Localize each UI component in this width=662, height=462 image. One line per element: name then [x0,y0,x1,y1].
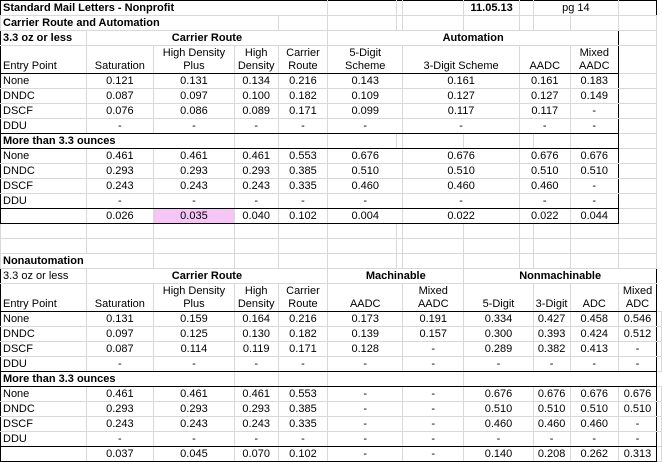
rate-cell: 0.460 [464,417,533,432]
rate-cell: 0.676 [328,149,403,164]
entry-point-label: DNDC [1,327,87,342]
column-header: Mixed AADC [570,46,619,74]
rate-cell: - [570,104,619,119]
empty-cell [619,164,657,179]
rate-cell: 0.128 [328,342,403,357]
rate-cell: 0.040 [234,209,278,224]
entry-point-label [1,447,87,462]
empty-cell [657,342,662,357]
entry-point-label: DDU [1,194,87,209]
empty-cell [1,224,87,239]
empty-cell [657,312,662,327]
column-header: AADC [328,284,403,312]
rate-cell: 0.070 [234,447,278,462]
rate-cell: - [234,194,278,209]
rate-cell: - [278,119,328,134]
rate-cell: - [403,432,464,447]
rate-cell: 0.413 [570,342,619,357]
rate-cell: 0.385 [278,164,328,179]
rate-cell: 0.393 [533,327,570,342]
rate-cell: - [619,417,657,432]
empty-cell [619,1,657,16]
rate-cell: 0.293 [234,164,278,179]
empty-cell [519,134,533,149]
rate-cell: 0.510 [570,402,619,417]
empty-cell [657,387,662,402]
rate-cell: 0.676 [464,387,533,402]
rate-cell: 0.109 [328,89,403,104]
rate-cell: - [570,357,619,372]
rate-cell: - [328,402,403,417]
empty-cell [328,224,397,239]
rate-cell: 0.131 [154,74,235,89]
rate-cell: 0.512 [619,327,657,342]
rate-cell: 0.143 [328,74,403,89]
rate-cell: 0.293 [86,402,154,417]
rate-cell: - [403,447,464,462]
rate-cell: 0.208 [533,447,570,462]
rate-cell: 0.510 [533,402,570,417]
rate-cell: 0.510 [519,164,570,179]
empty-cell [86,224,154,239]
empty-cell [570,224,619,239]
rate-cell: - [570,119,619,134]
rate-cell: - [86,432,154,447]
rate-cell: 0.510 [570,164,619,179]
column-header: 3-Digit Scheme [403,46,520,74]
rate-cell: 0.182 [278,327,328,342]
rate-cell: 0.676 [533,387,570,402]
entry-point-label [1,209,87,224]
entry-point-label: None [1,149,87,164]
empty-cell [234,134,278,149]
rate-cell: 0.102 [278,209,328,224]
empty-cell [619,209,657,224]
empty-cell [619,254,657,269]
entry-point-label: None [1,74,87,89]
rate-cell: - [86,194,154,209]
rate-cell: 0.553 [278,387,328,402]
rate-cell: - [403,417,464,432]
empty-cell [234,224,278,239]
empty-cell [328,1,397,16]
group-automation: Automation [328,31,619,46]
empty-cell [328,134,397,149]
empty-cell [519,16,533,31]
rate-cell: 0.676 [619,387,657,402]
rate-cell: 0.293 [154,164,235,179]
sheet-date: 11.05.13 [464,1,520,16]
rate-cell: 0.243 [86,417,154,432]
rate-cell: 0.159 [154,312,235,327]
rate-cell: 0.171 [278,342,328,357]
rate-cell: - [154,194,235,209]
entry-point-label: DNDC [1,164,87,179]
empty-cell [403,239,464,254]
rate-cell: - [403,402,464,417]
rate-cell: 0.089 [234,104,278,119]
empty-cell [657,432,662,447]
rate-cell: 0.086 [154,104,235,119]
rate-cell: 0.127 [519,89,570,104]
rate-cell: 0.173 [328,312,403,327]
group-machinable: Machinable [328,269,464,284]
sheet-page: pg 14 [533,1,618,16]
empty-cell [519,1,533,16]
rate-cell: - [403,387,464,402]
empty-cell [234,372,278,387]
entry-point-header: Entry Point [1,46,87,74]
rate-cell: - [533,432,570,447]
rate-cell: 0.243 [154,179,235,194]
rate-cell: 0.676 [403,149,520,164]
empty-cell [570,16,619,31]
rate-cell: 0.076 [86,104,154,119]
empty-cell [86,239,154,254]
rate-cell: 0.087 [86,342,154,357]
empty-cell [328,16,397,31]
rate-cell: 0.460 [519,179,570,194]
empty-cell [619,224,657,239]
rate-cell: 0.334 [464,312,533,327]
empty-cell [619,119,657,134]
weight-label: More than 3.3 ounces [1,372,235,387]
entry-point-label: DSCF [1,179,87,194]
rate-cell: 0.300 [464,327,533,342]
rate-cell: 0.216 [278,74,328,89]
empty-cell [464,224,520,239]
rate-cell: 0.293 [234,402,278,417]
rate-cell: 0.335 [278,179,328,194]
column-header: Carrier Route [278,284,328,312]
rate-cell: 0.131 [86,312,154,327]
rate-cell: - [403,194,520,209]
entry-point-label: DDU [1,357,87,372]
rate-cell: 0.243 [86,179,154,194]
empty-cell [533,254,570,269]
empty-cell [1,239,87,254]
entry-point-label: DSCF [1,417,87,432]
rate-cell: - [403,357,464,372]
rate-cell: - [328,432,403,447]
group-nonmachinable: Nonmachinable [464,269,657,284]
entry-point-label: DNDC [1,402,87,417]
entry-point-label: DDU [1,432,87,447]
empty-cell [464,134,520,149]
column-header: High Density Plus [154,284,235,312]
rate-cell: 0.460 [403,179,520,194]
empty-cell [519,254,533,269]
empty-cell [278,372,328,387]
rate-cell: 0.004 [328,209,403,224]
rate-cell: 0.161 [403,74,520,89]
rate-cell: - [403,119,520,134]
empty-cell [657,447,662,462]
group-carrier-route: Carrier Route [86,269,328,284]
rate-cell: 0.044 [570,209,619,224]
rate-cell: 0.510 [619,402,657,417]
rate-cell: 0.127 [403,89,520,104]
empty-cell [533,239,570,254]
rate-cell: - [403,342,464,357]
column-header: High Density [234,46,278,74]
rate-cell: - [570,194,619,209]
rate-cell: 0.289 [464,342,533,357]
empty-cell [657,327,662,342]
empty-cell [464,239,520,254]
rate-cell: 0.026 [86,209,154,224]
rate-cell: - [328,417,403,432]
rate-cell: 0.121 [86,74,154,89]
entry-point-label: DSCF [1,104,87,119]
rate-cell: 0.262 [570,447,619,462]
rate-cell: 0.313 [619,447,657,462]
rate-cell: - [278,432,328,447]
rate-cell: - [328,447,403,462]
rate-cell: 0.022 [519,209,570,224]
rate-cell: - [328,357,403,372]
rate-cell: 0.510 [328,164,403,179]
rate-cell: 0.461 [86,387,154,402]
rate-cell: 0.461 [234,149,278,164]
empty-cell [570,239,619,254]
rate-cell: 0.460 [570,417,619,432]
rate-cell: - [278,357,328,372]
empty-cell [328,254,397,269]
rate-cell: 0.037 [86,447,154,462]
rate-cell: 0.100 [234,89,278,104]
rate-cell: 0.134 [234,74,278,89]
rate-cell: 0.553 [278,149,328,164]
empty-cell [533,16,570,31]
rate-cell: - [519,194,570,209]
empty-cell [403,16,464,31]
rate-cell: 0.382 [533,342,570,357]
empty-cell [278,239,328,254]
rate-cell: 0.243 [234,417,278,432]
empty-cell [533,134,570,149]
rate-cell: - [328,387,403,402]
column-header: ADC [570,284,619,312]
entry-point-label: DSCF [1,342,87,357]
rate-cell: - [570,179,619,194]
rate-cell: - [619,342,657,357]
rate-cell: 0.022 [403,209,520,224]
empty-cell [533,224,570,239]
empty-cell [154,239,235,254]
empty-cell [234,254,278,269]
rate-cell: 0.102 [278,447,328,462]
rate-cell: - [278,194,328,209]
rate-cell: - [234,119,278,134]
rate-cell: - [86,357,154,372]
rate-cell: 0.243 [154,417,235,432]
rate-cell: 0.461 [234,387,278,402]
rate-cell: 0.045 [154,447,235,462]
rate-cell: - [328,194,403,209]
rate-cell: 0.191 [403,312,464,327]
rate-cell: 0.097 [86,327,154,342]
rate-cell: 0.183 [570,74,619,89]
empty-cell [657,357,662,372]
rate-cell: 0.139 [328,327,403,342]
empty-cell [619,134,657,149]
rate-cell: 0.140 [464,447,533,462]
rate-cell: 0.293 [154,402,235,417]
rate-cell: 0.546 [619,312,657,327]
rate-cell: 0.117 [403,104,520,119]
rate-cell: 0.117 [519,104,570,119]
rate-cell: 0.216 [278,312,328,327]
rate-cell: 0.161 [519,74,570,89]
empty-cell [154,254,235,269]
empty-cell [619,239,657,254]
empty-cell [570,134,619,149]
rate-cell: - [570,432,619,447]
empty-cell [619,149,657,164]
rate-cell: - [86,119,154,134]
empty-cell [234,239,278,254]
rate-cell: 0.114 [154,342,235,357]
empty-cell [278,224,328,239]
empty-cell [519,239,533,254]
empty-cell [619,74,657,89]
rate-cell: - [234,432,278,447]
entry-point-label: DNDC [1,89,87,104]
rate-cell: 0.461 [86,149,154,164]
rate-cell: 0.335 [278,417,328,432]
section-title: Nonautomation [1,254,154,269]
column-header: High Density [234,284,278,312]
column-header: 3-Digit [533,284,570,312]
empty-cell [328,239,397,254]
rate-cell: 0.458 [570,312,619,327]
rate-cell: 0.243 [234,179,278,194]
rate-cell: - [154,432,235,447]
rate-cell: 0.510 [403,164,520,179]
rate-cell: - [328,119,403,134]
weight-label: More than 3.3 ounces [1,134,235,149]
rate-cell: 0.510 [464,402,533,417]
rate-cell: 0.676 [519,149,570,164]
rate-cell: - [619,432,657,447]
rate-cell: - [519,119,570,134]
rate-cell: 0.460 [533,417,570,432]
rate-cell: - [154,357,235,372]
empty-cell [619,194,657,209]
empty-cell [619,89,657,104]
entry-point-label: None [1,387,87,402]
rate-cell: 0.130 [234,327,278,342]
rate-cell: 0.125 [154,327,235,342]
rate-cell: 0.099 [328,104,403,119]
empty-cell [657,417,662,432]
rate-cell: - [154,119,235,134]
rate-cell: - [234,357,278,372]
column-header: AADC [519,46,570,74]
column-header: Carrier Route [278,46,328,74]
empty-cell [403,224,464,239]
group-carrier-route: Carrier Route [86,31,328,46]
rate-cell: 0.087 [86,89,154,104]
empty-cell [619,46,657,74]
empty-cell [657,402,662,417]
column-header: Mixed AADC [403,284,464,312]
empty-cell [403,134,464,149]
empty-cell [464,254,520,269]
rate-cell: 0.035 [154,209,235,224]
rate-cell: - [464,357,533,372]
empty-cell [328,372,464,387]
column-header: High Density Plus [154,46,235,74]
rate-cell: 0.097 [154,89,235,104]
rate-cell: 0.460 [328,179,403,194]
weight-label: 3.3 oz or less [1,31,87,46]
empty-cell [619,16,657,31]
rate-cell: 0.424 [570,327,619,342]
column-header: Saturation [86,284,154,312]
rate-cell: - [619,357,657,372]
rate-cell: 0.461 [154,149,235,164]
rate-cell: 0.676 [570,149,619,164]
entry-point-label: DDU [1,119,87,134]
rate-cell: 0.182 [278,89,328,104]
empty-cell [278,134,328,149]
column-header: Saturation [86,46,154,74]
rate-cell: 0.676 [570,387,619,402]
rate-cell: 0.171 [278,104,328,119]
rate-cell: - [464,432,533,447]
empty-cell [464,372,657,387]
empty-cell [619,31,657,46]
empty-cell [570,254,619,269]
rate-cell: 0.149 [570,89,619,104]
rate-cell: 0.461 [154,387,235,402]
rate-cell: 0.385 [278,402,328,417]
column-header: 5-Digit Scheme [328,46,403,74]
entry-point-label: None [1,312,87,327]
empty-cell [278,254,328,269]
empty-cell [278,16,328,31]
sheet-title: Standard Mail Letters - Nonprofit [1,1,328,16]
column-header: Mixed ADC [619,284,657,312]
rate-cell: 0.293 [86,164,154,179]
column-header: 5-Digit [464,284,533,312]
entry-point-header: Entry Point [1,284,87,312]
rate-cell: - [533,357,570,372]
empty-cell [519,224,533,239]
rate-cell: 0.427 [533,312,570,327]
empty-cell [403,1,464,16]
empty-cell [464,16,520,31]
rate-cell: 0.157 [403,327,464,342]
rate-cell: 0.164 [234,312,278,327]
section-title: Carrier Route and Automation [1,16,279,31]
rate-cell: 0.119 [234,342,278,357]
empty-cell [154,224,235,239]
weight-label: 3.3 oz or less [1,269,87,284]
empty-cell [619,179,657,194]
empty-cell [619,104,657,119]
empty-cell [403,254,464,269]
